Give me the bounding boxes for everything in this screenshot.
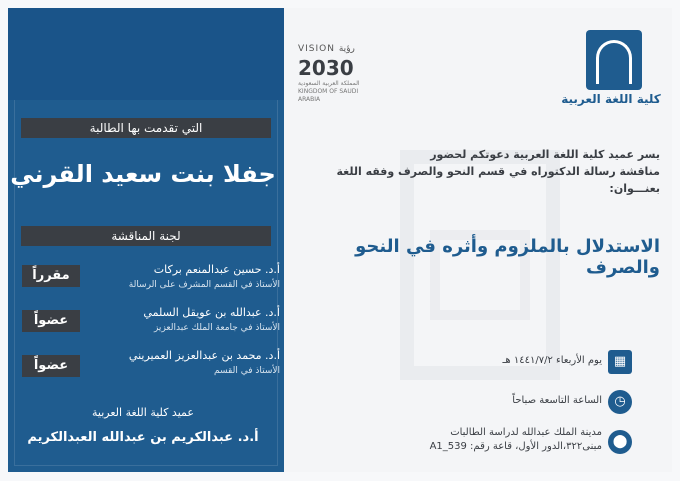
member-role: الأستاذ في جامعة الملك عبدالعزيز [153, 323, 280, 333]
member-role: الأستاذ في القسم المشرف على الرسالة [128, 280, 280, 290]
invitation-line: بعنـــوان: [609, 182, 660, 195]
time-text: الساعة التاسعة صباحاً [512, 395, 602, 406]
location-pin-icon: ⬤ [608, 430, 632, 454]
logo-arch-icon [596, 40, 632, 84]
left-panel-top [8, 8, 284, 100]
presented-by-banner: التي تقدمت بها الطالبة [21, 118, 271, 138]
member-name: أ.د. عبدالله بن عويقل السلمي [143, 306, 280, 319]
location-line: مبنى٣٢٢،الدور الأول، قاعة رقم: A1_539 [429, 441, 602, 452]
vision-2030-logo: 2030 [298, 56, 354, 80]
member-badge: مقرراً [22, 265, 80, 287]
dean-name: أ.د. عبدالكريم بن عبدالله العبدالكريم [27, 430, 259, 445]
vision-title: VISION رؤية [298, 44, 355, 54]
member-2 [90, 305, 280, 335]
location-line: مدينة الملك عبدالله لدراسة الطالبات [450, 427, 602, 438]
vision-subtitle: المملكة العربية السعودية KINGDOM OF SAUDI ARABIA [298, 80, 360, 103]
member-badge: عضواً [22, 310, 80, 332]
invitation-line: مناقشة رسالة الدكتوراه في قسم النحو والصرف وفقه اللغة [336, 165, 660, 178]
student-name: جفلا بنت سعيد القرني [10, 160, 276, 188]
college-name: كلية اللغة العربية [561, 92, 661, 106]
thesis-title: الاستدلال بالملزوم وأثره في النحو والصرف [355, 236, 660, 278]
member-3 [90, 348, 280, 378]
calendar-icon: ▦ [608, 350, 632, 374]
clock-icon: ◷ [608, 390, 632, 414]
date-text: يوم الأربعاء ١٤٤١/٧/٢ هـ [502, 355, 602, 366]
member-name: أ.د. حسين عبدالمنعم بركات [153, 263, 280, 276]
member-name: أ.د. محمد بن عبدالعزيز العميريني [128, 349, 280, 362]
location-text [430, 426, 602, 454]
invitation-text [300, 146, 660, 197]
invitation-line: يسر عميد كلية اللغة العربية دعوتكم لحضور [430, 148, 660, 161]
member-badge: عضواً [22, 355, 80, 377]
member-role: الأستاذ في القسم [214, 366, 280, 376]
member-1 [90, 262, 280, 292]
dean-label: عميد كلية اللغة العربية [92, 406, 194, 419]
committee-banner: لجنة المناقشة [21, 226, 271, 246]
